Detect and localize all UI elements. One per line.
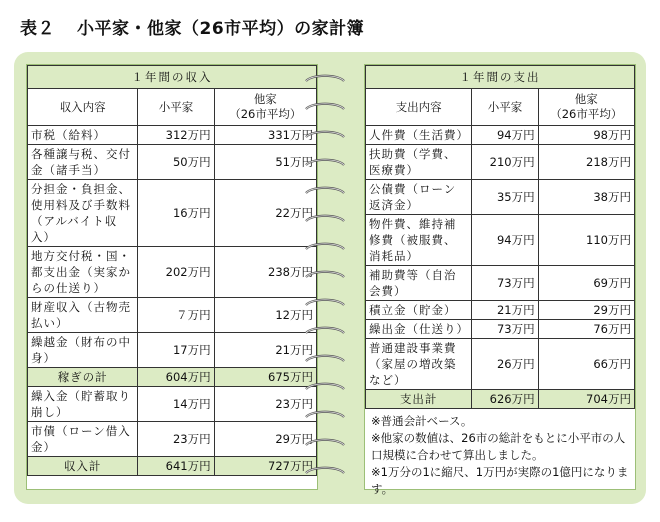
income-kodaira: 14万円: [138, 387, 214, 422]
income-header: １年間の収入: [28, 66, 317, 89]
binding-ring: [304, 240, 346, 254]
expense-row: [366, 301, 635, 320]
binding-ring: [304, 72, 346, 86]
expense-other: 69万円: [538, 266, 634, 301]
binding-ring: [304, 156, 346, 170]
expense-other: 76万円: [538, 320, 634, 339]
income-other: 12万円: [214, 298, 316, 333]
income-row: [28, 298, 317, 333]
expense-total-kodaira: 626万円: [472, 390, 538, 409]
expense-row: [366, 180, 635, 215]
expense-row: [366, 266, 635, 301]
binding-ring: [304, 100, 346, 114]
income-subtotal-label: 稼ぎの計: [28, 368, 138, 387]
expense-row: [366, 145, 635, 180]
expense-kodaira: 26万円: [472, 339, 538, 390]
income-table: [27, 65, 317, 476]
expense-total-row: [366, 390, 635, 409]
binding-ring: [304, 380, 346, 394]
binding-ring: [304, 268, 346, 282]
income-row: [28, 180, 317, 247]
income-other: 238万円: [214, 247, 316, 298]
expense-item: 扶助費（学費、医療費）: [366, 145, 472, 180]
income-row: [28, 145, 317, 180]
expense-rows: [366, 126, 635, 390]
expense-row: [366, 339, 635, 390]
expense-total-other: 704万円: [538, 390, 634, 409]
income-total-kodaira: 641万円: [138, 457, 214, 476]
binding-ring: [304, 408, 346, 422]
table-number: 表２: [20, 19, 55, 39]
expense-header: １年間の支出: [366, 66, 635, 89]
expense-kodaira: 73万円: [472, 266, 538, 301]
binding-ring: [304, 352, 346, 366]
income-rows-2: [28, 387, 317, 457]
income-kodaira: 202万円: [138, 247, 214, 298]
income-kodaira: 17万円: [138, 333, 214, 368]
income-kodaira: ７万円: [138, 298, 214, 333]
income-page: [26, 64, 318, 490]
income-item: 繰入金（貯蓄取り崩し）: [28, 387, 138, 422]
binding-ring: [304, 324, 346, 338]
income-rows: [28, 126, 317, 368]
income-kodaira: 23万円: [138, 422, 214, 457]
income-col-item: 収入内容: [28, 89, 138, 126]
expense-row: [366, 215, 635, 266]
binding-ring: [304, 464, 346, 478]
income-col-kodaira: 小平家: [138, 89, 214, 126]
income-total-row: [28, 457, 317, 476]
income-item: 財産収入（古物売払い）: [28, 298, 138, 333]
income-other: 331万円: [214, 126, 316, 145]
expense-other: 98万円: [538, 126, 634, 145]
notes: [365, 409, 635, 498]
expense-row: [366, 126, 635, 145]
income-subtotal-kodaira: 604万円: [138, 368, 214, 387]
note-line: ※普通会計ベース。: [371, 414, 473, 428]
income-row: [28, 422, 317, 457]
income-other: 23万円: [214, 387, 316, 422]
expense-item: 普通建設事業費（家屋の増改築など）: [366, 339, 472, 390]
income-other: 22万円: [214, 180, 316, 247]
expense-other: 218万円: [538, 145, 634, 180]
income-total-other: 727万円: [214, 457, 316, 476]
expense-total-label: 支出計: [366, 390, 472, 409]
expense-item: 人件費（生活費）: [366, 126, 472, 145]
binding-ring: [304, 212, 346, 226]
expense-item: 積立金（貯金）: [366, 301, 472, 320]
expense-col-kodaira: 小平家: [472, 89, 538, 126]
binding-ring: [304, 128, 346, 142]
expense-kodaira: 35万円: [472, 180, 538, 215]
income-item: 分担金・負担金、使用料及び手数料（アルバイト収入）: [28, 180, 138, 247]
income-subtotal-other: 675万円: [214, 368, 316, 387]
income-item: 各種譲与税、交付金（諸手当）: [28, 145, 138, 180]
income-row: [28, 126, 317, 145]
income-row: [28, 387, 317, 422]
expense-other: 38万円: [538, 180, 634, 215]
income-total-label: 収入計: [28, 457, 138, 476]
notebook-background: [14, 52, 646, 504]
income-subtotal-row: [28, 368, 317, 387]
income-other: 21万円: [214, 333, 316, 368]
expense-col-other: 他家 （26市平均）: [538, 89, 634, 126]
income-kodaira: 50万円: [138, 145, 214, 180]
expense-item: 繰出金（仕送り）: [366, 320, 472, 339]
binding-ring: [304, 296, 346, 310]
expense-item: 補助費等（自治会費）: [366, 266, 472, 301]
expense-item: 公債費（ローン返済金）: [366, 180, 472, 215]
expense-kodaira: 94万円: [472, 215, 538, 266]
expense-kodaira: 94万円: [472, 126, 538, 145]
expense-kodaira: 73万円: [472, 320, 538, 339]
income-other: 29万円: [214, 422, 316, 457]
income-item: 市税（給料）: [28, 126, 138, 145]
expense-kodaira: 210万円: [472, 145, 538, 180]
binding-ring: [304, 184, 346, 198]
income-kodaira: 16万円: [138, 180, 214, 247]
note-line: ※他家の数値は、26市の総計をもとに小平市の人口規模に合わせて算出しました。: [371, 431, 626, 462]
income-item: 繰越金（財布の中身）: [28, 333, 138, 368]
table-title-text: 小平家・他家（26市平均）の家計簿: [77, 19, 365, 39]
income-kodaira: 312万円: [138, 126, 214, 145]
expense-other: 66万円: [538, 339, 634, 390]
income-item: 地方交付税・国・都支出金（実家からの仕送り）: [28, 247, 138, 298]
table-title: [20, 14, 364, 39]
expense-item: 物件費、維持補修費（被服費、消耗品）: [366, 215, 472, 266]
expense-other: 110万円: [538, 215, 634, 266]
expense-table: [365, 65, 635, 409]
expense-col-item: 支出内容: [366, 89, 472, 126]
income-col-other: 他家 （26市平均）: [214, 89, 316, 126]
income-row: [28, 333, 317, 368]
expense-other: 29万円: [538, 301, 634, 320]
income-row: [28, 247, 317, 298]
expense-page: [364, 64, 636, 496]
note-line: ※1万分の1に縮尺、1万円が実際の1億円になります。: [371, 465, 629, 496]
binding-ring: [304, 436, 346, 450]
income-other: 51万円: [214, 145, 316, 180]
expense-kodaira: 21万円: [472, 301, 538, 320]
income-item: 市債（ローン借入金）: [28, 422, 138, 457]
expense-row: [366, 320, 635, 339]
